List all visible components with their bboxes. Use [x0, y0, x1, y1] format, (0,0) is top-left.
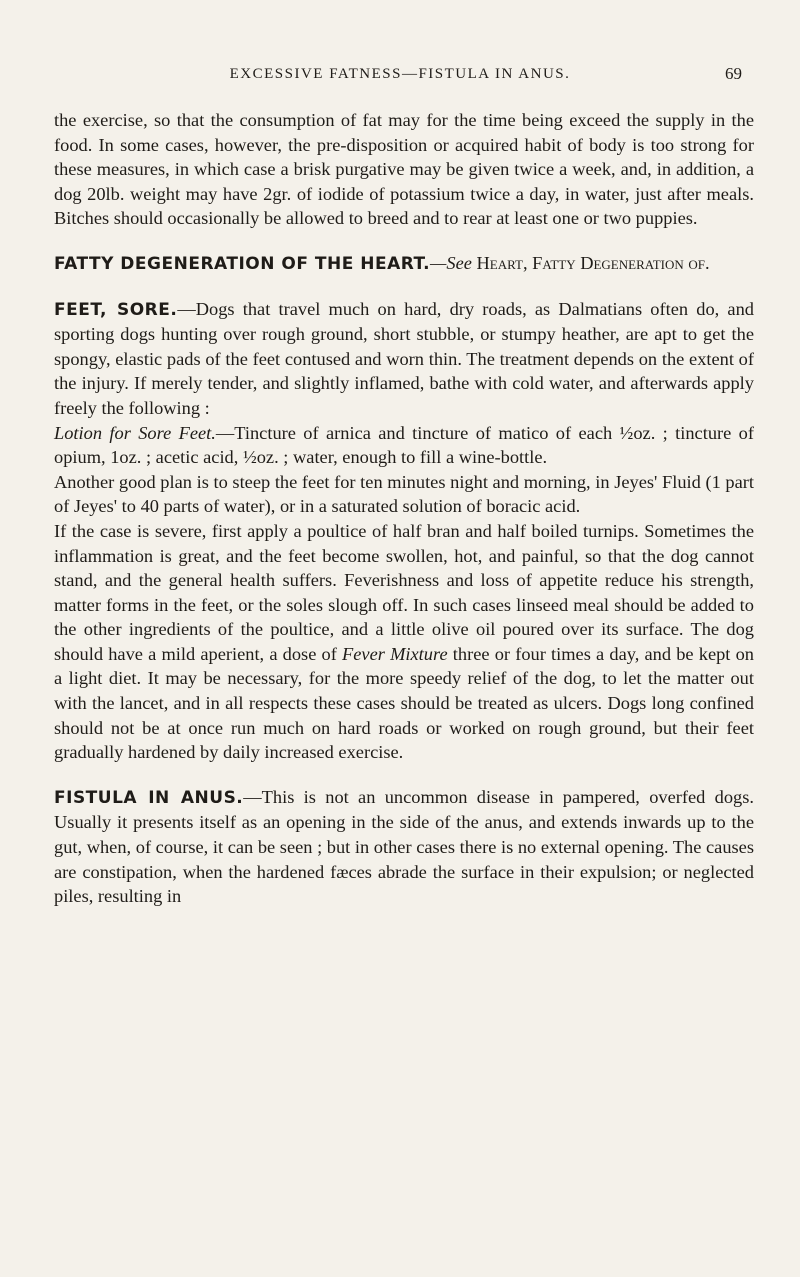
- entry-heading: FATTY DEGENERATION OF THE HEART.: [54, 253, 431, 274]
- entry-text: —Dogs that travel much on hard, dry roads, as Dalmatians often do, and sporting dogs hunting over rough ground, short stubble, or stumpy heather, are apt to get the spongy, elastic pads of the feet contused and worn thin. The treatment depends on the extent of the injury. If merely tender, and slightly inflamed, bathe with cold water, and afterwards apply freely the following :: [54, 298, 754, 418]
- paragraph-lotion: [54, 421, 754, 470]
- paragraph-exercise: the exercise, so that the consumption of fat may for the time being exceed the supply in the food. In some cases, however, the pre-disposition or acquired habit of body is too strong for these measures, in which case a brisk purgative may be given twice a week, and, in addition, a dog 20lb. weight may have 2gr. of iodide of potassium twice a day, in water, just after meals. Bitches should occasionally be allowed to breed and to rear at least one or two puppies.: [54, 110, 754, 229]
- entry-fatty-degeneration: [54, 251, 754, 277]
- paragraph-severe-case: [54, 519, 754, 765]
- fever-mixture: Fever Mixture: [342, 643, 448, 664]
- running-head: [0, 60, 800, 88]
- entry-fistula: [54, 785, 754, 909]
- running-title: EXCESSIVE FATNESS—FISTULA IN ANUS.: [229, 66, 571, 82]
- cross-reference: Heart, Fatty Degeneration of.: [476, 252, 710, 273]
- severe-text-part2: three or four times a day, and be kept on a light diet. It may be necessary, for the more speedy relief of the dog, to let the matter out with the lancet, and in all respects these cases should be treated as ulcers. Dogs long confined should not be at once run much on hard roads or worked on rough ground, but their feet gradually hardened by daily increased exercise.: [54, 643, 754, 763]
- entry-feet-sore: [54, 297, 754, 421]
- lotion-title: Lotion for Sore Feet.: [54, 422, 216, 443]
- entry-heading: FEET, SORE.: [54, 299, 178, 320]
- page-number: 69: [725, 64, 742, 83]
- body-text: [54, 108, 754, 909]
- entry-heading: FISTULA IN ANUS.: [54, 787, 244, 808]
- see-reference: —See: [430, 252, 472, 273]
- severe-text-part1: If the case is severe, first apply a poultice of half bran and half boiled turnips. Sometimes the inflammation is great, and the feet become swollen, hot, and painful, so that the dog cannot stand, and the general health suffers. Feverishness and loss of appetite reduce his strength, matter forms in the feet, or the soles slough off. In such cases linseed meal should be added to the other ingredients of the poultice, and a little olive oil poured over its surface. The dog should have a mild aperient, a dose of: [54, 520, 754, 664]
- lotion-text: —Tincture of arnica and tincture of matico of each ½oz. ; tincture of opium, 1oz. ; acetic acid, ½oz. ; water, enough to fill a wine-bottle.: [54, 422, 754, 468]
- entry-text: —This is not an uncommon disease in pampered, overfed dogs. Usually it presents itself as an opening in the side of the anus, and extends inwards up to the gut, when, of course, it can be seen ; but in other cases there is no external opening. The causes are constipation, when the hardened fæces abrade the surface in their expulsion; or neglected piles, resulting in: [54, 786, 754, 907]
- paragraph-another-plan: Another good plan is to steep the feet for ten minutes night and morning, in Jeyes' Fluid (1 part of Jeyes' to 40 parts of water), or in a saturated solution of boracic acid.: [54, 471, 754, 517]
